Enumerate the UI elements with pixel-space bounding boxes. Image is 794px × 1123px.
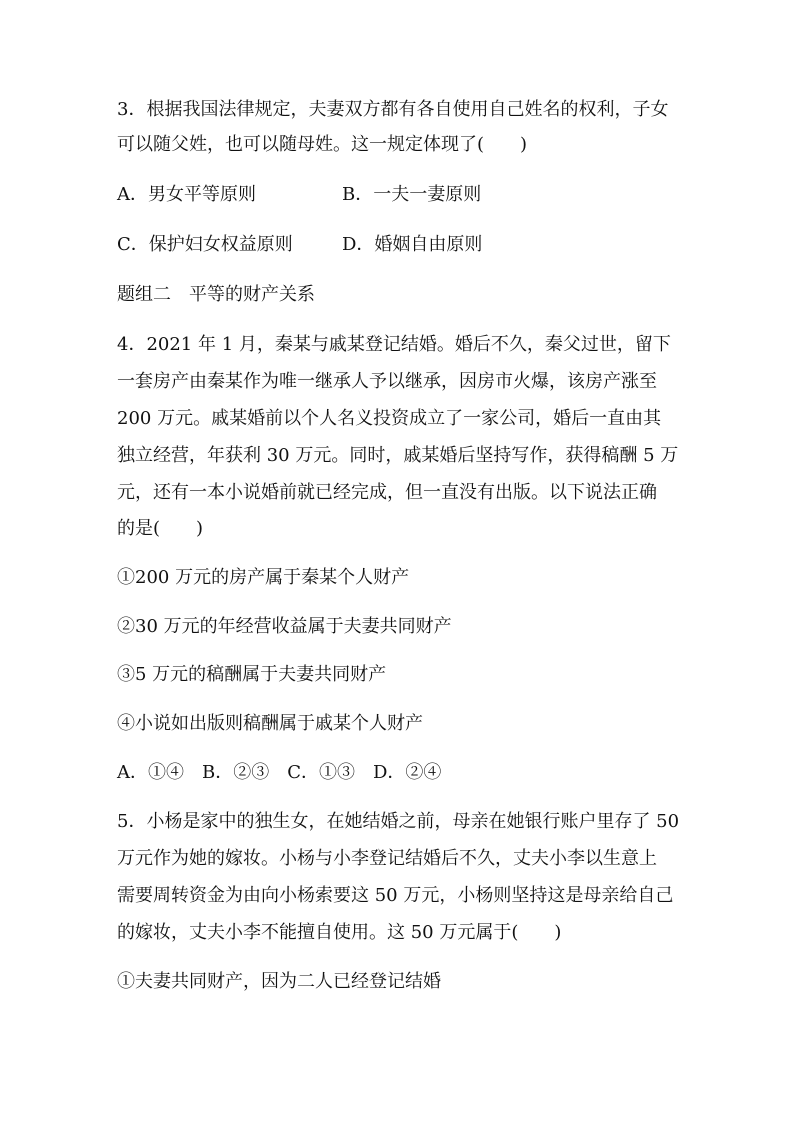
q5-text-line-4: 的嫁妆，丈夫小李不能擅自使用。这 50 万元属于( ) [117,922,562,943]
q3-option-a: A．男女平等原则 [117,184,256,205]
q5-statement-1: ①夫妻共同财产，因为二人已经登记结婚 [117,971,441,992]
q3-text-line-2: 可以随父姓，也可以随母姓。这一规定体现了( ) [117,134,528,155]
q4-answer-options: A．①④ B．②③ C．①③ D．②④ [117,762,442,783]
q3-option-b: B．一夫一妻原则 [342,184,482,205]
q4-text-line-5: 元，还有一本小说婚前就已经完成，但一直没有出版。以下说法正确 [117,482,657,503]
q4-text-line-1: 4．2021 年 1 月，秦某与戚某登记结婚。婚后不久，秦父过世，留下 [117,334,671,355]
q4-text-line-4: 独立经营，年获利 30 万元。同时，戚某婚后坚持写作，获得稿酬 5 万 [117,445,679,466]
q4-text-line-6: 的是( ) [117,518,204,539]
q4-text-line-2: 一套房产由秦某作为唯一继承人予以继承，因房市火爆，该房产涨至 [117,371,657,392]
q5-text-line-2: 万元作为她的嫁妆。小杨与小李登记结婚后不久，丈夫小李以生意上 [117,848,657,869]
q4-statement-4: ④小说如出版则稿酬属于戚某个人财产 [117,713,423,734]
q4-text-line-3: 200 万元。戚某婚前以个人名义投资成立了一家公司，婚后一直由其 [117,408,662,429]
q3-text-line-1: 3．根据我国法律规定，夫妻双方都有各自使用自己姓名的权利，子女 [117,99,669,120]
q5-text-line-1: 5．小杨是家中的独生女，在她结婚之前，母亲在她银行账户里存了 50 [117,811,680,832]
q3-option-c: C．保护妇女权益原则 [117,234,293,255]
q4-statement-2: ②30 万元的年经营收益属于夫妻共同财产 [117,616,452,637]
section-heading: 题组二 平等的财产关系 [117,284,315,305]
q3-option-d: D．婚姻自由原则 [342,234,483,255]
q4-statement-1: ①200 万元的房产属于秦某个人财产 [117,567,410,588]
q5-text-line-3: 需要周转资金为由向小杨索要这 50 万元，小杨则坚持这是母亲给自己 [117,885,674,906]
q4-statement-3: ③5 万元的稿酬属于夫妻共同财产 [117,664,387,685]
